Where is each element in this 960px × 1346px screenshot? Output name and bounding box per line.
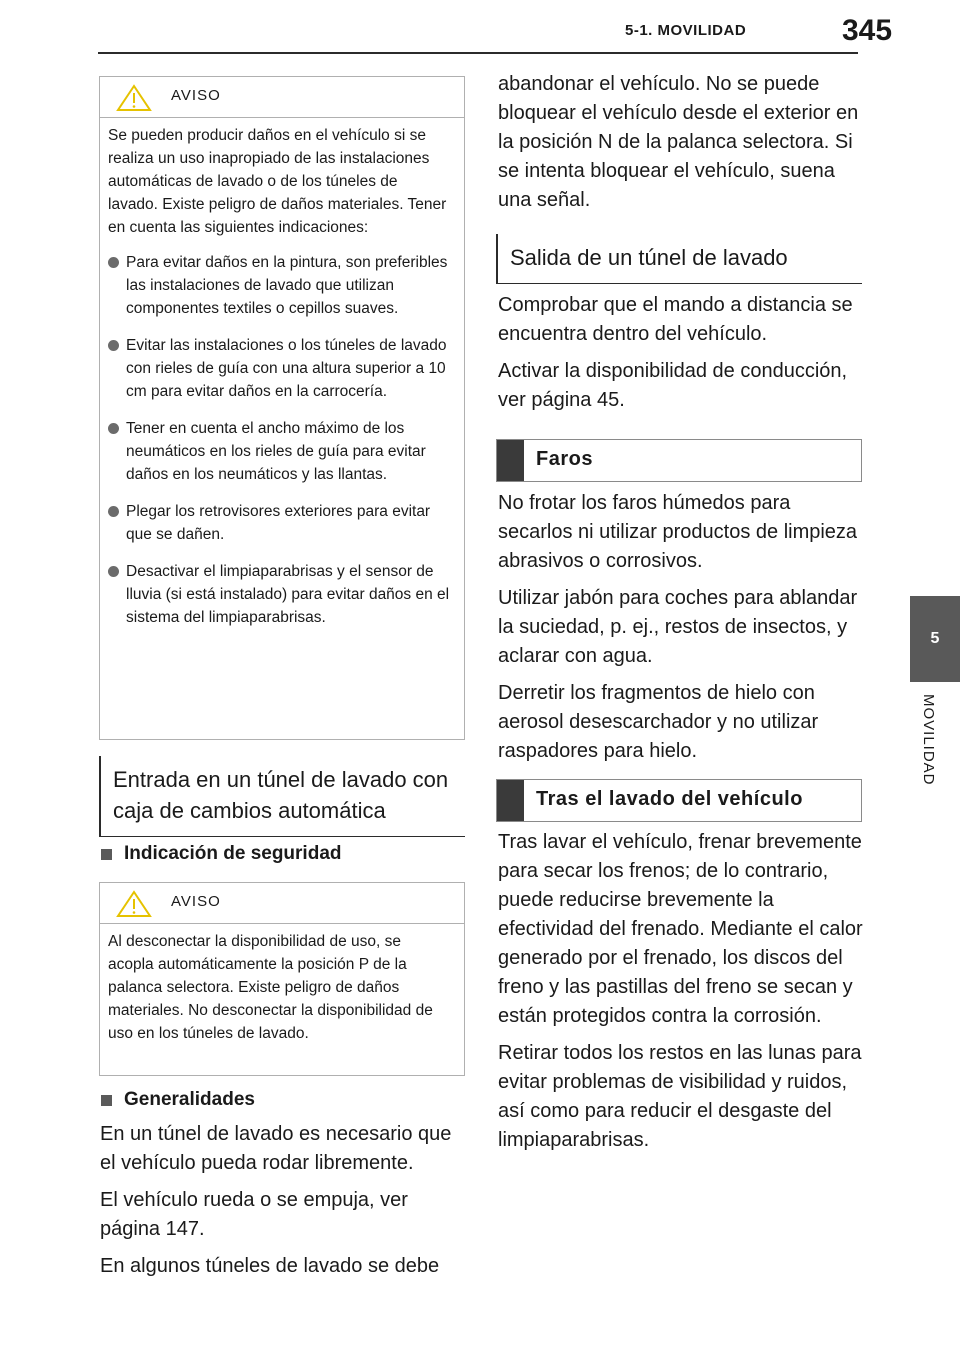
warning-header	[100, 883, 464, 924]
paragraph: Activar la disponibilidad de conducción, ver página 45.	[498, 360, 848, 411]
after-wash-text	[498, 828, 863, 1163]
paragraph: Derretir los fragmentos de hielo con aerosol desescarchador y no utilizar raspadores para hielo.	[498, 682, 819, 762]
paragraph: No frotar los faros húmedos para secarlos ni utilizar productos de limpieza abrasivos o corrosivos.	[498, 492, 858, 572]
paragraph: Comprobar que el mando a distancia se encuentra dentro del vehículo.	[498, 294, 853, 345]
warning-text: Al desconectar la disponibilidad de uso, se acopla automáticamente la posición P de la palanca selectora. Existe peligro de daños materiales. No desconectar la disponibilidad de uso en los túneles de lavado.	[108, 933, 433, 1042]
paragraph: abandonar el vehículo. No se puede bloquear el vehículo desde el exterior en la posición N de la palanca selectora. Si se intenta bloquear el vehículo, suena una señal.	[498, 73, 859, 211]
bullet-icon	[108, 506, 119, 517]
list-item: Para evitar daños en la pintura, son preferibles las instalaciones de lavado que utilizan componentes textiles o cepillos suaves.	[108, 251, 450, 320]
warning-box-cleaning	[99, 76, 465, 740]
chapter-label: MOVILIDAD	[920, 694, 937, 786]
subheading-car-wash-entry: Entrada en un túnel de lavado con caja de cambios automática	[99, 756, 465, 837]
bullet-icon	[108, 340, 119, 351]
square-marker-icon	[101, 849, 112, 860]
exit-text	[498, 291, 863, 423]
paragraph: Utilizar jabón para coches para ablandar la suciedad, p. ej., restos de insectos, y aclarar con agua.	[498, 587, 858, 667]
warning-title: AVISO	[171, 893, 221, 910]
section-box-headlights	[496, 439, 862, 482]
list-item: Desactivar el limpiaparabrisas y el sensor de lluvia (si está instalado) para evitar daños en el sistema del limpiaparabrisas.	[108, 560, 450, 629]
list-item: Tener en cuenta el ancho máximo de los neumáticos en los rieles de guía para evitar daños en los neumáticos y las llantas.	[108, 417, 450, 486]
paragraph: En algunos túneles de lavado se debe	[100, 1255, 440, 1277]
warning-triangle-icon	[116, 890, 152, 918]
bullet-icon	[108, 257, 119, 268]
page-number: 345	[842, 14, 893, 47]
warning-intro: Se pueden producir daños en el vehículo si se realiza un uso inapropiado de las instalaciones automáticas de lavado o de los túneles de lavado. Existe peligro de daños materiales. Tener en cuenta las siguientes indicaciones:	[108, 127, 447, 236]
general-text	[100, 1120, 470, 1289]
warning-box-ignition	[99, 882, 465, 1076]
headlights-text	[498, 489, 863, 774]
list-item: Evitar las instalaciones o los túneles de lavado con rieles de guía con una altura superior a 10 cm para evitar daños en la carrocería.	[108, 334, 450, 403]
chapter-tab[interactable]: 5	[910, 596, 960, 682]
warning-triangle-icon	[116, 84, 152, 112]
section-title: Faros	[536, 448, 593, 470]
warning-title: AVISO	[171, 87, 221, 104]
paragraph: El vehículo rueda o se empuja, ver página 147.	[100, 1189, 408, 1240]
square-marker-icon	[101, 1095, 112, 1106]
section-box-after-wash	[496, 779, 862, 822]
heading-safety-note: Indicación de seguridad	[101, 843, 342, 865]
paragraph: En un túnel de lavado es necesario que el vehículo pueda rodar libremente.	[100, 1123, 452, 1174]
section-title: Tras el lavado del vehículo	[536, 788, 803, 810]
header-rule	[98, 52, 858, 54]
warning-header	[100, 77, 464, 118]
bullet-icon	[108, 423, 119, 434]
subheading-car-wash-exit: Salida de un túnel de lavado	[496, 234, 862, 284]
paragraph: Retirar todos los restos en las lunas para evitar problemas de visibilidad y ruidos, así como para reducir el desgaste del limpiaparabrisas.	[498, 1042, 862, 1151]
list-item: Plegar los retrovisores exteriores para evitar que se dañen.	[108, 500, 450, 546]
bullet-icon	[108, 566, 119, 577]
section-tab-marker	[497, 780, 524, 821]
heading-general: Generalidades	[101, 1089, 255, 1111]
paragraph: Tras lavar el vehículo, frenar brevemente para secar los frenos; de lo contrario, puede reducirse brevemente la efectividad del frenado. Mediante el calor generado por el frenado, los discos del freno y las pastillas del freno se secan y están protegidos contra la corrosión.	[498, 831, 863, 1027]
section-tab-marker	[497, 440, 524, 481]
section-title: 5-1. MOVILIDAD	[625, 22, 747, 39]
continuation-text	[498, 70, 863, 223]
